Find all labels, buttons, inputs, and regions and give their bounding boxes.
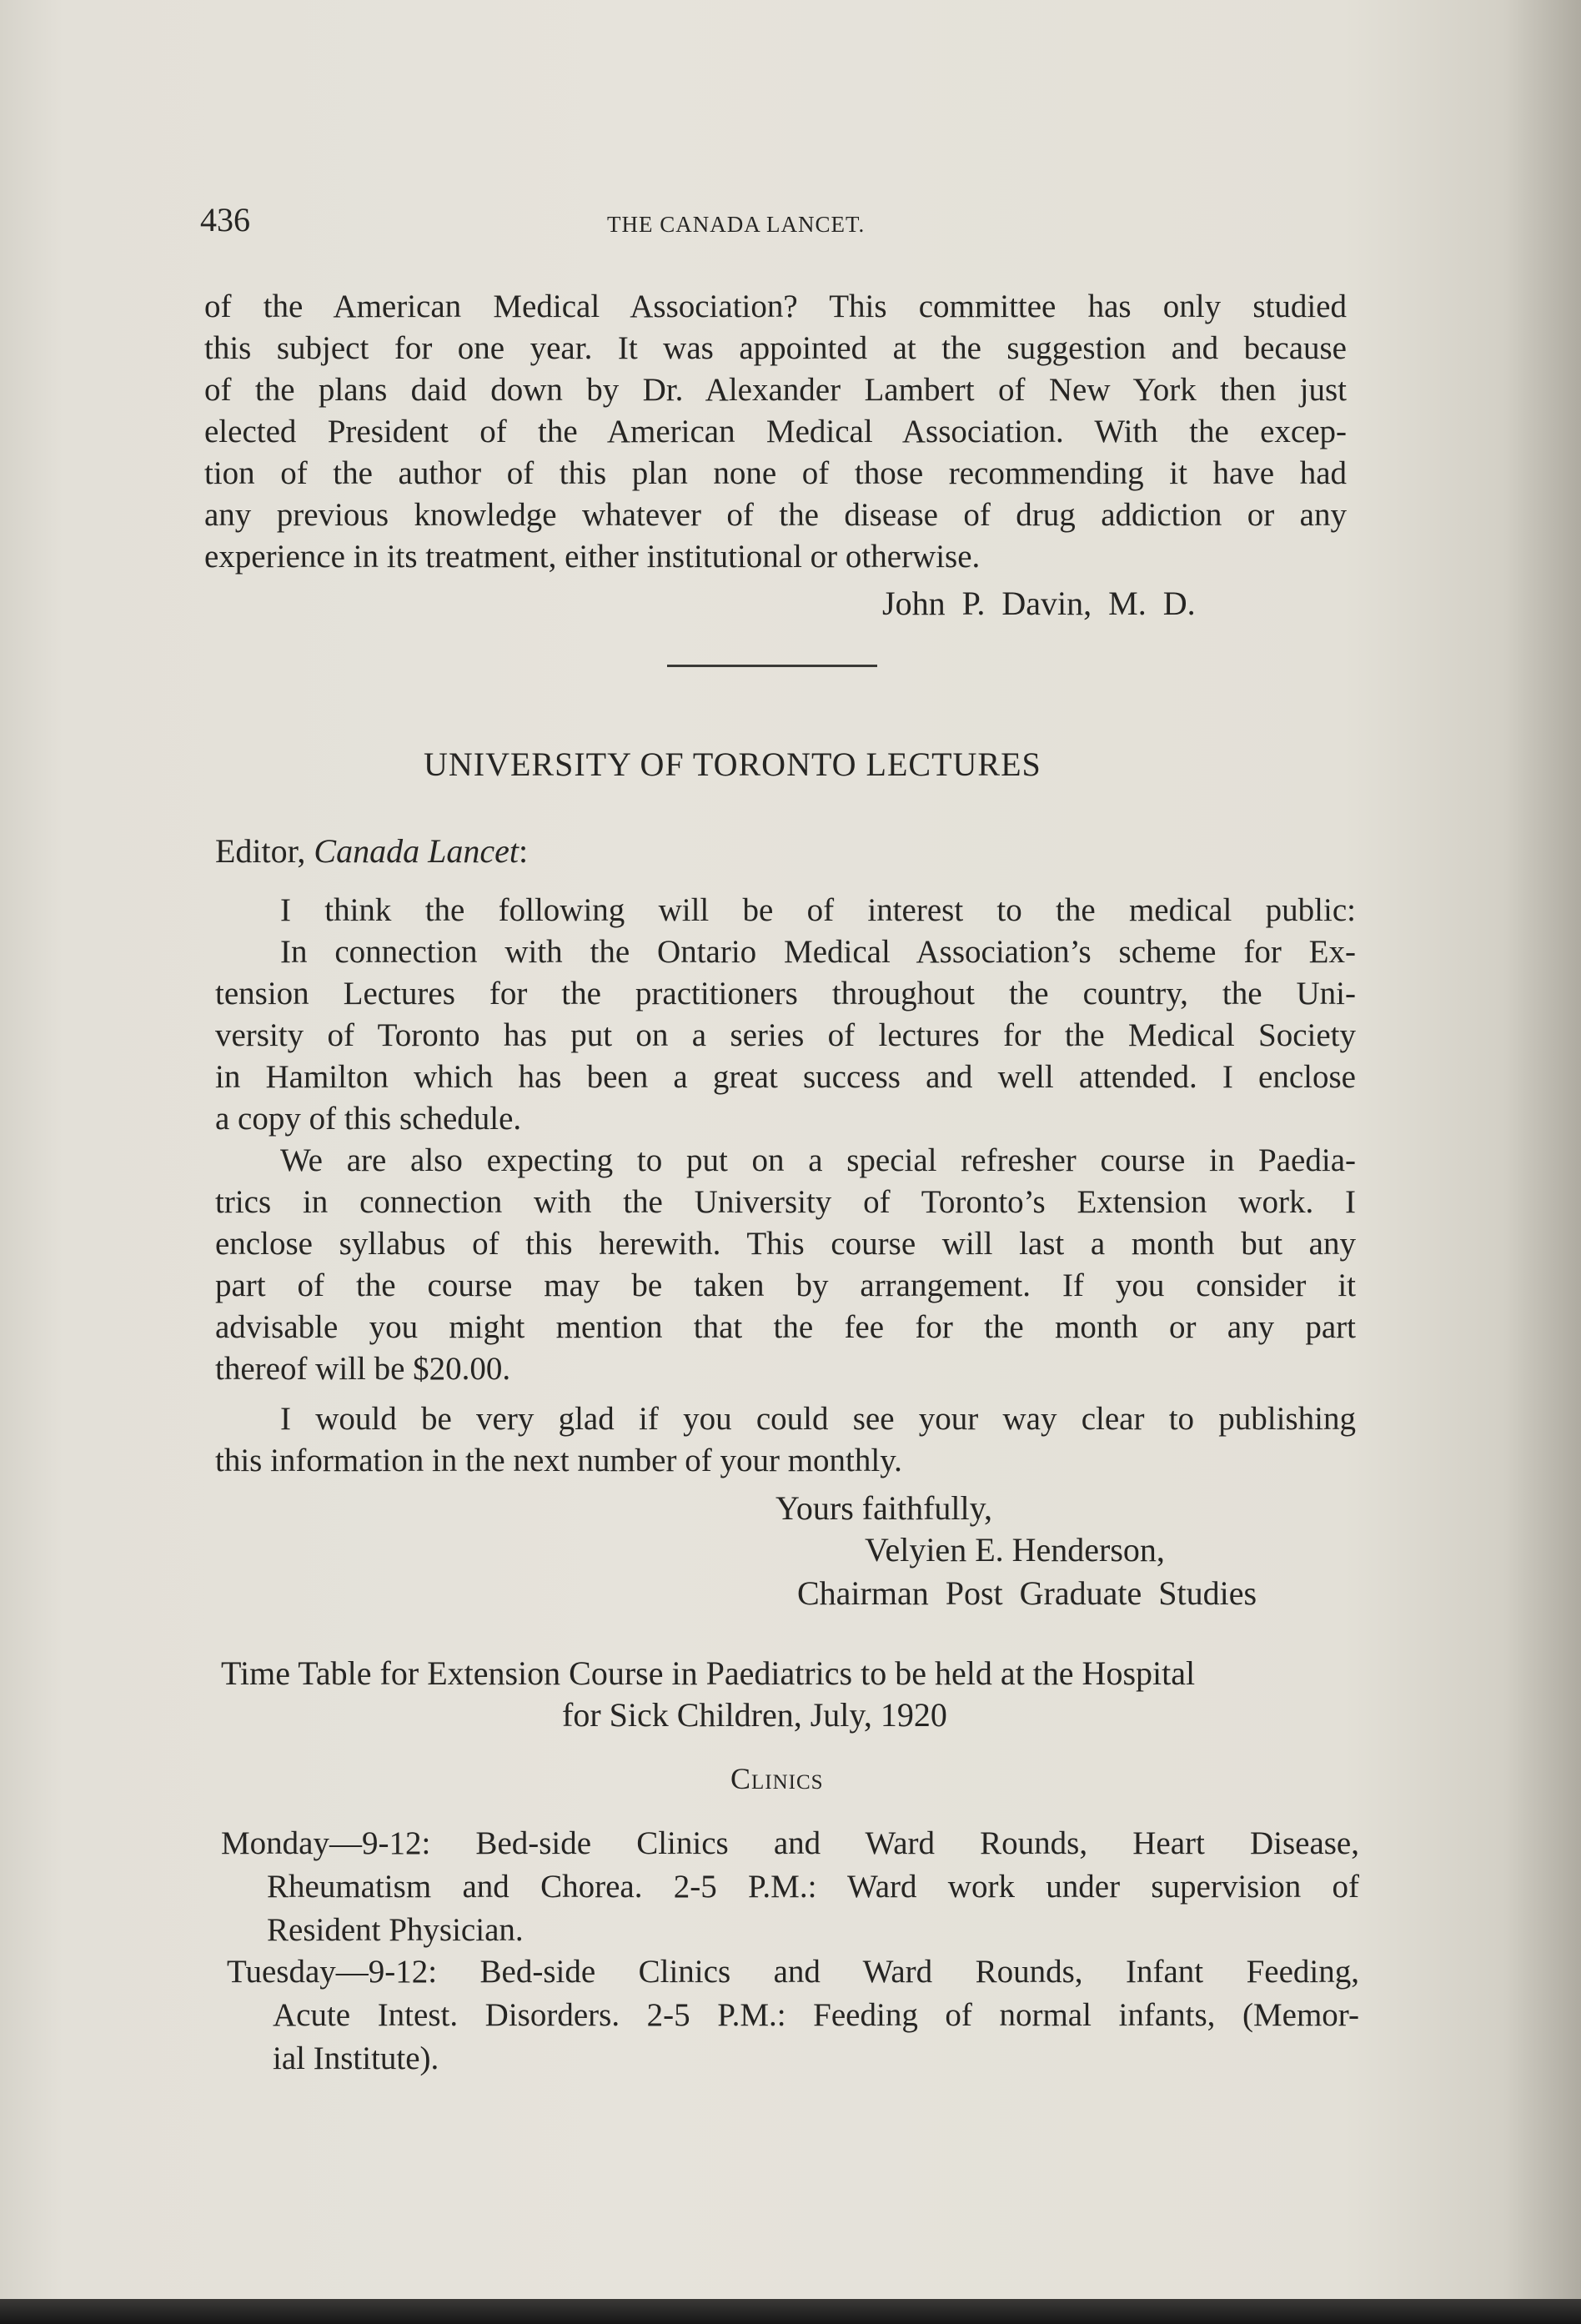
timetable-title-line1: Time Table for Extension Course in Paediatrics to be held at the Hospital <box>221 1654 1196 1692</box>
letter2-closing: Yours faithfully, <box>775 1489 993 1527</box>
letter2-line: I think the following will be of interest to the medical public: <box>280 892 1356 928</box>
letter1-line: of the plans daid down by Dr. Alexander Lambert of New York then just <box>204 372 1347 408</box>
running-title: THE CANADA LANCET. <box>607 212 866 237</box>
letter2-line: in Hamilton which has been a great success and well attended. I enclose <box>215 1059 1356 1095</box>
letter2-line: enclose syllabus of this herewith. This course will last a month but any <box>215 1226 1356 1262</box>
letter2-line: I would be very glad if you could see your way clear to publishing <box>280 1401 1356 1437</box>
letter1-line: of the American Medical Association? This committee has only studied <box>204 289 1347 324</box>
letter1-line: experience in its treatment, either institutional or otherwise. <box>204 539 981 575</box>
letter2-line: a copy of this schedule. <box>215 1101 522 1137</box>
section-title: UNIVERSITY OF TORONTO LECTURES <box>424 745 1041 783</box>
timetable-entry-tuesday: Tuesday—9-12: Bed-side Clinics and Ward Rounds, Infant Feeding, <box>227 1954 1359 1990</box>
letter1-signature: John P. Davin, M. D. <box>882 585 1196 622</box>
letter2-line: part of the course may be taken by arrangement. If you consider it <box>215 1267 1356 1303</box>
letter2-signer: Velyien E. Henderson, <box>865 1531 1165 1569</box>
page-number: 436 <box>200 201 250 238</box>
timetable-entry-monday: Monday—9-12: Bed-side Clinics and Ward Rounds, Heart Disease, <box>221 1825 1359 1861</box>
letter2-signer-title: Chairman Post Graduate Studies <box>797 1574 1257 1612</box>
salutation-publication: Canada Lancet <box>314 832 519 870</box>
letter2-line: advisable you might mention that the fee for the month or any part <box>215 1309 1356 1345</box>
letter2-line: this information in the next number of your monthly. <box>215 1443 902 1478</box>
letter1-line: elected President of the American Medical Association. With the excep- <box>204 414 1347 449</box>
timetable-entry-tuesday-cont: Acute Intest. Disorders. 2-5 P.M.: Feeding of normal infants, (Memor- <box>273 1997 1359 2033</box>
salutation <box>215 831 528 871</box>
salutation-colon: : <box>518 832 529 870</box>
letter2-line: versity of Toronto has put on a series of lectures for the Medical Society <box>215 1017 1356 1053</box>
section-divider <box>667 665 877 667</box>
timetable-entry-monday-cont: Resident Physician. <box>267 1912 524 1948</box>
letter1-line: this subject for one year. It was appointed at the suggestion and because <box>204 330 1347 366</box>
timetable-subheading: Clinics <box>730 1762 824 1795</box>
scan-bottom-edge <box>0 2299 1581 2324</box>
timetable-entry-tuesday-cont: ial Institute). <box>273 2040 439 2076</box>
timetable-entry-monday-cont: Rheumatism and Chorea. 2-5 P.M.: Ward work under supervision of <box>267 1869 1359 1905</box>
letter2-line: trics in connection with the University of Toronto’s Extension work. I <box>215 1184 1356 1220</box>
letter1-line: tion of the author of this plan none of those recommending it have had <box>204 455 1347 491</box>
letter1-line: any previous knowledge whatever of the disease of drug addiction or any <box>204 497 1347 533</box>
letter2-line: In connection with the Ontario Medical Association’s scheme for Ex- <box>280 934 1356 970</box>
timetable-title-line2: for Sick Children, July, 1920 <box>562 1696 947 1734</box>
salutation-prefix: Editor, <box>215 832 314 870</box>
letter2-line: We are also expecting to put on a special refresher course in Paedia- <box>280 1142 1356 1178</box>
letter2-line: tension Lectures for the practitioners throughout the country, the Uni- <box>215 976 1356 1011</box>
letter2-line: thereof will be $20.00. <box>215 1351 511 1387</box>
page-shadow <box>1506 0 1581 2299</box>
